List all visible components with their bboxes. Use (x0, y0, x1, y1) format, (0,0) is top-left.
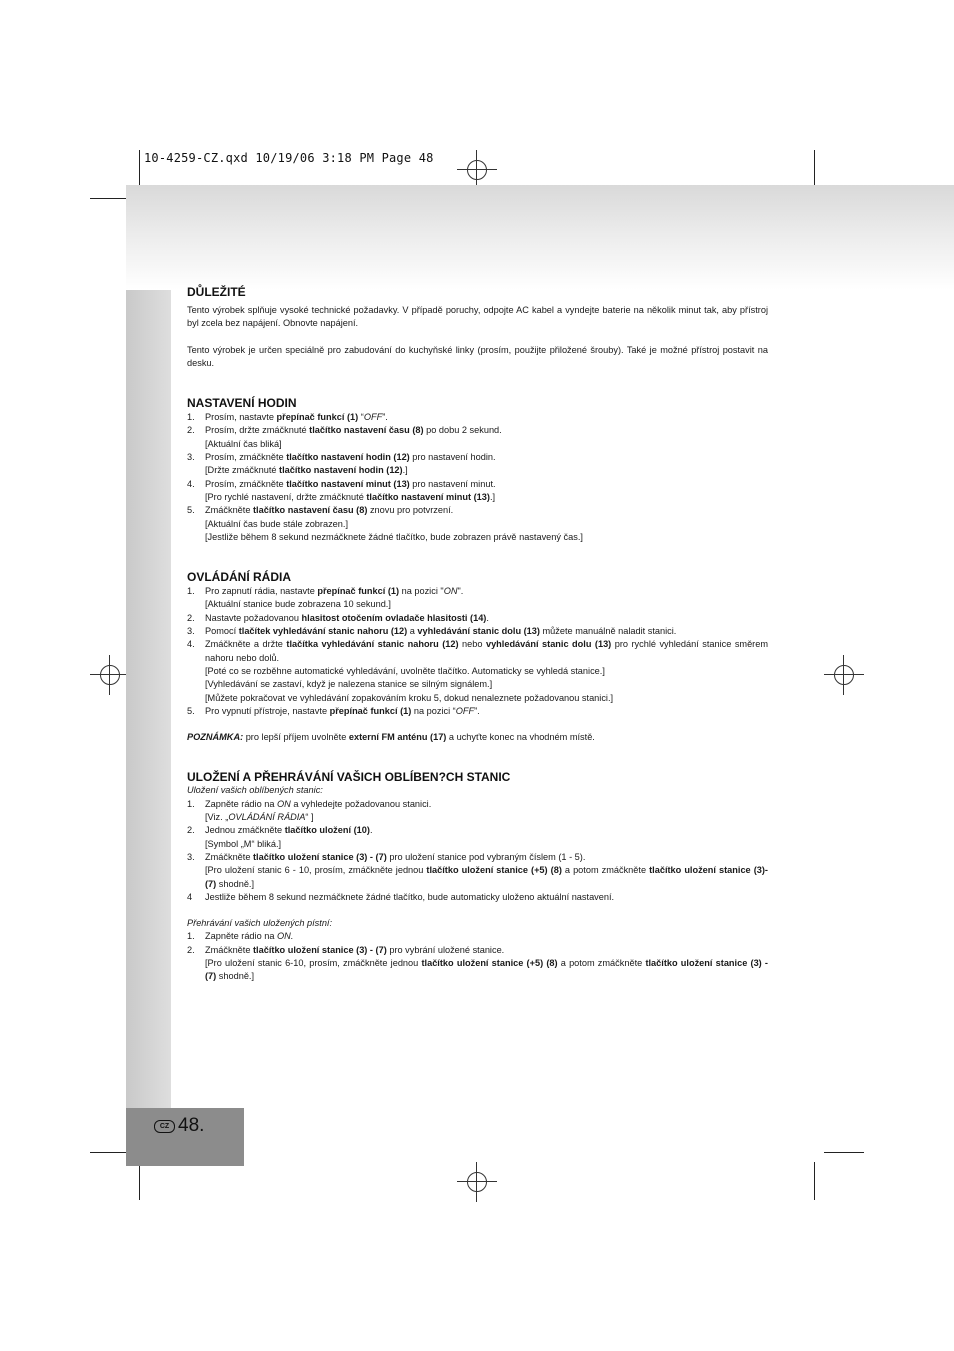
registration-mark-icon (457, 1162, 497, 1202)
note: POZNÁMKA: pro lepší příjem uvolněte externí FM anténu (17) a uchyťte konec na vhodném místě. (187, 732, 595, 743)
list-item: 1. Zapněte rádio na ON a vyhledejte požadovanou stanici. [Viz. „OVLÁDÁNÍ RÁDIA“ ] (187, 798, 432, 823)
section-title: DŮLEŽITÉ (187, 285, 246, 299)
list-item: 4 Jestliže během 8 sekund nezmáčknete žádné tlačítko, bude automaticky uloženo aktuální nastavení. (187, 891, 615, 902)
step-list (187, 798, 768, 904)
list-item: 3. Prosím, zmáčkněte tlačítko nastavení hodin (12) pro nastavení hodin. [Držte zmáčknuté tlačítko nastavení hodin (12).] (187, 452, 496, 476)
step-list (187, 930, 768, 983)
list-item: 4. Zmáčkněte a držte tlačítka vyhledávání stanic nahoru (12) nebo vyhledávání stanic dolu (13) pro rychlé vyhledání stanice směrem nahoru nebo dolů. [Poté co se rozběhne automatické vyhledávání, uvolněte tlačítko. Automaticky se vyhledá stanice.] [Vyhledávání se zastaví, když je nalezena stanice se silným signálem.] [Můžete pokračovat ve vyhledávání zopakováním kroku 5, dokud nenaleznete požadovanou stanici.] (187, 639, 769, 703)
list-item: 2. Nastavte požadovanou hlasitost otočením ovladače hlasitosti (14). (187, 612, 489, 623)
list-item: 1. Zapněte rádio na ON. (187, 931, 294, 942)
content (187, 285, 768, 984)
language-badge: CZ (154, 1120, 175, 1133)
crop-mark (90, 198, 130, 199)
file-slug: 10-4259-CZ.qxd 10/19/06 3:18 PM Page 48 (144, 151, 434, 165)
registration-mark-icon (824, 655, 864, 695)
list-item: 2. Zmáčkněte tlačítko uložení stanice (3) - (7) pro vybrání uložené stanice. [Pro uložení stanic 6-10, prosím, zmáčkněte jednou tlačítko uložení stanice (+5) (8) a potom zmáčkněte tlačítko uložení stanice (3) - (7) shodně.] (187, 944, 768, 982)
crop-mark (814, 150, 815, 188)
crop-mark (90, 1152, 130, 1153)
list-item: 2. Prosím, držte zmáčknuté tlačítko nastavení času (8) po dobu 2 sekund. [Aktuální čas bliká] (187, 425, 502, 449)
section-title: ULOŽENÍ A PŘEHRÁVÁNÍ VAŠICH OBLÍBEN?CH STANIC (187, 770, 511, 785)
crop-mark (139, 1162, 140, 1200)
list-item: 4. Prosím, zmáčkněte tlačítko nastavení minut (13) pro nastavení minut. [Pro rychlé nastavení, držte zmáčknuté tlačítko nastavení minut (13).] (187, 478, 496, 502)
list-item: 3. Pomocí tlačítek vyhledávání stanic nahoru (12) a vyhledávání stanic dolu (13) můžete manuálně naladit stanici. (187, 626, 677, 637)
list-item: 5. Pro vypnutí přístroje, nastavte přepínač funkcí (1) na pozici “OFF”. (187, 705, 480, 716)
list-item: 5. Zmáčkněte tlačítko nastavení času (8) znovu pro potvrzení. [Aktuální čas bude stále zobrazen.] [Jestliže během 8 sekund nezmáčknete žádné tlačítko, bude zobrazen právě nastavený čas.] (187, 505, 583, 542)
paragraph: Tento výrobek je určen speciálně pro zabudování do kuchyňské linky (prosím, použijte přiložené šrouby). Také je možné přístroj postavit na desku. (187, 344, 768, 368)
header-band (126, 185, 954, 290)
list-item: 1. Pro zapnutí rádia, nastavte přepínač funkcí (1) na pozici "ON". [Aktuální stanice bude zobrazena 10 sekund.] (187, 586, 464, 610)
section-title: NASTAVENÍ HODIN (187, 396, 297, 411)
side-bar (126, 290, 171, 1108)
list-item: 3. Zmáčkněte tlačítko uložení stanice (3) - (7) pro uložení stanice pod vybraným číslem (1 - 5). [Pro uložení stanic 6 - 10, prosím, zmáčkněte jednou tlačítko uložení stanice (+5) (8) a potom zmáčkněte tlačítko uložení stanice (3)-(7) shodně.] (187, 851, 768, 889)
subsection-title: Uložení vašich oblíbených stanic: (187, 785, 323, 796)
registration-mark-icon (457, 150, 497, 190)
page-number: 48. (178, 1115, 205, 1136)
subsection-title: Přehrávání vašich uložených pístní: (187, 918, 333, 929)
crop-mark (824, 1152, 864, 1153)
section-title: OVLÁDÁNÍ RÁDIA (187, 570, 291, 585)
crop-mark (139, 150, 140, 188)
registration-mark-icon (90, 655, 130, 695)
list-item: 1. Prosím, nastavte přepínač funkcí (1) “OFF”. (187, 412, 388, 423)
list-item: 2. Jednou zmáčkněte tlačítko uložení (10). [Symbol „M“ bliká.] (187, 825, 373, 849)
paragraph: Tento výrobek splňuje vysoké technické požadavky. V případě poruchy, odpojte AC kabel a vyndejte baterie na několik minut tak, aby přístroj byl zcela bez napájení. Obnovte napájení. (187, 305, 768, 329)
crop-mark (814, 1162, 815, 1200)
step-list (187, 585, 768, 718)
step-list (187, 411, 768, 544)
